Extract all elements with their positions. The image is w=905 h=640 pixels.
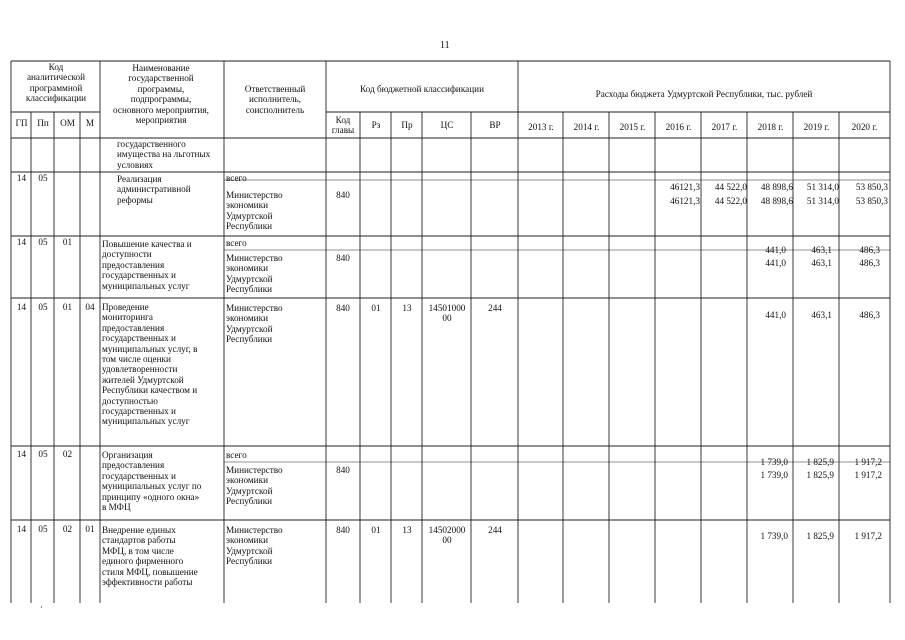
row0-name: государственного имущества на льготных условиях [117,139,211,170]
row5-m: 01 [85,524,95,534]
row5-pp: 05 [38,524,48,534]
row3-m: 04 [85,302,95,312]
row1-total-2019: 51 314,0 [806,182,839,192]
row5-cs: 14502000 00 [428,525,466,546]
header-pp: Пп [37,118,49,128]
row3-pp: 05 [38,302,48,312]
row5-2019: 1 825,9 [806,531,834,541]
row2-resp: Министерство экономики Удмуртской Республики [226,253,283,295]
header-gp: ГП [15,118,28,128]
row3-kod: 840 [336,303,350,313]
row1-total-2017: 44 522,0 [714,182,747,192]
header-year-2013: 2013 г. [528,122,554,132]
row1-kod: 840 [336,190,350,200]
header-rz: Рз [371,120,381,130]
row1-ministry-2018: 48 898,6 [760,196,793,206]
row4-total-2020: 1 917,2 [854,457,882,467]
row1-gp: 14 [16,173,27,183]
row4-gp: 14 [16,449,27,459]
row1-total-2020: 53 850,3 [855,182,888,192]
row5-gp: 14 [16,524,27,534]
row3-name: Проведение мониторинга предоставления государственных и муниципальных услуг, в том числе оценки удовлетворенности жителей Удмуртской Республики качеством и доступностью государственных и муниципальных услуг [102,302,198,427]
header-name: Наименование государственной программы, подпрограммы, основного мероприятия, мероприятия [113,63,209,126]
row3-gp: 14 [16,302,27,312]
page-number: 11 [440,40,450,51]
row3-2020: 486,3 [859,310,880,320]
row5-2018: 1 739,0 [760,531,788,541]
row1-ministry-2019: 51 314,0 [806,196,839,206]
row1-ministry-2017: 44 522,0 [714,196,747,206]
header-budget-code: Код бюджетной классификации [360,84,484,94]
row3-vr: 244 [488,303,502,313]
row5-name: Внедрение единых стандартов работы МФЦ, в том числе единого фирменного стиля МФЦ, повышение эффективности работы [102,525,198,588]
row2-kod: 840 [336,253,350,263]
row5-2020: 1 917,2 [854,531,882,541]
row5-kod: 840 [336,525,350,535]
row2-ministry-2018: 441,0 [765,258,786,268]
header-responsible: Ответственный исполнитель, соисполнитель [244,84,306,115]
row4-ministry-2019: 1 825,9 [806,470,834,480]
header-om: ОМ [60,118,75,128]
row3-pr: 13 [402,303,412,313]
row4-name: Организация предоставления государственных и муниципальных услуг по принципу «одного окна» в МФЦ [102,450,202,513]
scan-speck: ‘ [40,604,43,614]
row2-total-2018: 441,0 [765,245,786,255]
row4-om: 02 [62,449,73,459]
header-year-2018: 2018 г. [757,122,784,132]
row4-ministry-2020: 1 917,2 [854,470,882,480]
header-kod-glavy: Код главы [331,115,355,136]
row1-resp-total: всего [226,173,247,183]
row3-rz: 01 [371,303,381,313]
row1-ministry-2016: 46121,3 [670,196,700,206]
row3-2018: 441,0 [765,310,786,320]
row1-resp: Министерство экономики Удмуртской Республики [226,190,283,232]
row4-resp: Министерство экономики Удмуртской Республики [226,465,283,507]
row2-resp-total: всего [226,238,247,248]
row1-ministry-2020: 53 850,3 [855,196,888,206]
header-year-2014: 2014 г. [573,122,600,132]
row2-ministry-2019: 463,1 [811,258,832,268]
row1-total-2016: 46121,3 [670,182,700,192]
row5-rz: 01 [371,525,381,535]
header-m: М [85,118,95,128]
row3-cs: 14501000 00 [428,303,466,324]
row2-gp: 14 [16,237,27,247]
row5-resp: Министерство экономики Удмуртской Республики [226,525,283,567]
row1-total-2018: 48 898,6 [760,182,793,192]
row3-2019: 463,1 [811,310,832,320]
header-vr: ВР [489,120,501,130]
row2-om: 01 [62,237,73,247]
header-code-group: Код аналитической программной классификации [25,62,87,104]
row4-total-2018: 1 739,0 [760,457,788,467]
row1-pp: 05 [38,173,48,183]
header-cs: ЦС [440,120,454,130]
row1-name: Реализация административной реформы [117,174,191,205]
row3-resp: Министерство экономики Удмуртской Республики [226,303,283,345]
header-year-2020: 2020 г. [851,122,878,132]
header-year-2015: 2015 г. [619,122,646,132]
row2-ministry-2020: 486,3 [859,258,880,268]
row2-total-2019: 463,1 [811,245,832,255]
row4-kod: 840 [336,465,350,475]
header-year-2017: 2017 г. [711,122,738,132]
header-year-2016: 2016 г. [665,122,692,132]
header-expenses: Расходы бюджета Удмуртской Республики, тыс. рублей [595,89,813,99]
row5-vr: 244 [488,525,502,535]
row4-total-2019: 1 825,9 [806,457,834,467]
row5-om: 02 [62,524,73,534]
row4-pp: 05 [38,449,48,459]
row3-om: 01 [62,302,73,312]
row2-total-2020: 486,3 [859,245,880,255]
row5-pr: 13 [402,525,412,535]
row2-name: Повышение качества и доступности предоставления государственных и муниципальных услуг [102,239,192,291]
header-year-2019: 2019 г. [803,122,830,132]
header-pr: Пр [401,120,413,130]
row2-pp: 05 [38,237,48,247]
row4-resp-total: всего [226,450,247,460]
row4-ministry-2018: 1 739,0 [760,470,788,480]
